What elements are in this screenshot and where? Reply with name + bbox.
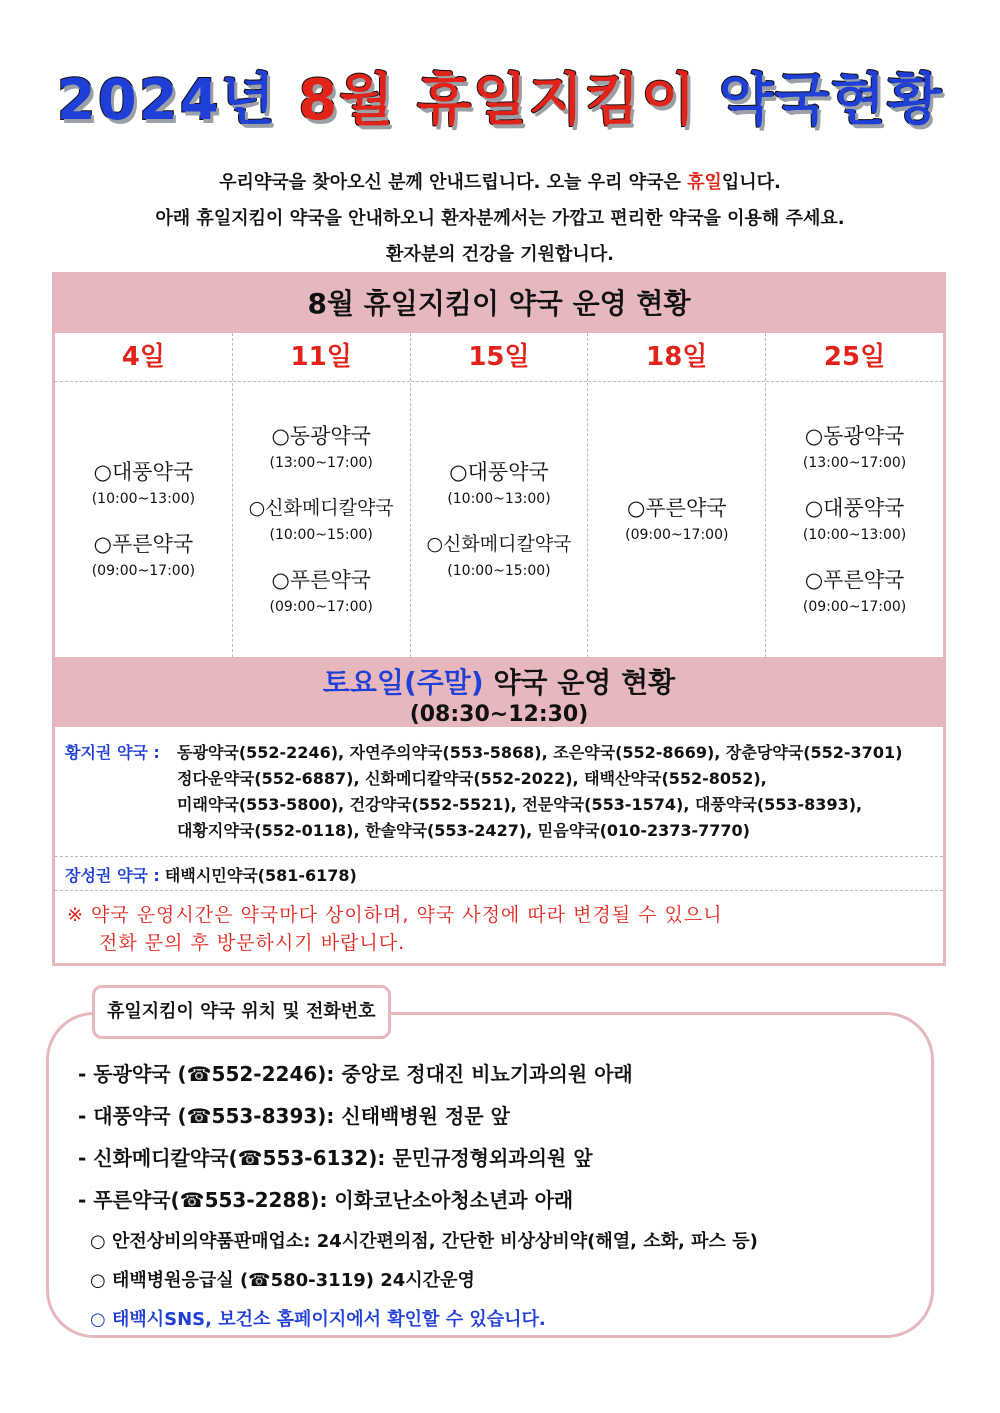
weekend-title-highlight: 토요일(주말) [322,666,484,699]
day-label: 15일 [411,333,588,382]
pharmacy-name: ○동광약국 [271,423,371,448]
day-pharmacies [411,382,588,657]
info-item: ○ 태백병원응급실 (☎580-3119) 24시간운영 [90,1270,475,1291]
pharmacy-hours: (10:00~13:00) [447,490,551,507]
day-label: 4일 [55,333,232,382]
weekend-hours: (08:30~12:30) [409,702,589,727]
pharmacy-entry [803,421,906,475]
area-pharmacy-list: 태백시민약국(581-6178) [164,866,357,885]
pharmacy-entry [270,565,373,619]
day-pharmacies [588,382,765,657]
location-tab: 휴일지킴이 약국 위치 및 전화번호 [92,985,391,1039]
pharmacy-hours: (13:00~17:00) [802,454,907,471]
pharmacy-name: ○동광약국 [804,423,905,448]
intro-highlight-1: • 휴 [687,172,704,193]
day-columns [55,333,943,657]
info-item: ○ 안전상비의약품판매업소: 24시간편의점, 간단한 비상상비약(해열, 소화, 파스 등) [90,1231,758,1252]
title-status: 약국현황 [718,68,944,133]
pharmacy-entry [92,529,195,583]
area-line: 동광약국(552-2246), 자연주의약국(553-5868), 조은약국(552-8669), 장춘당약국(552-3701) [177,743,903,762]
area-line: 대황지약국(552-0118), 한솔약국(553-2427), 믿음약국(010-2373-7770) [177,821,750,840]
area-label: 황지권 약국 : [65,743,160,762]
pharmacy-hours: (09:00~17:00) [91,562,196,579]
page-title [0,70,1000,132]
location-item: - 동광약국 (☎552-2246): 중앙로 정대진 비뇨기과의원 아래 [78,1062,633,1086]
area-row [65,740,931,844]
pharmacy-entry [803,493,906,547]
pharmacy-hours: (09:00~17:00) [269,598,373,615]
weekend-title-rest: 약국 운영 현황 [483,666,676,699]
intro-line-3: 환자분의 건강을 기원합니다. [385,244,615,265]
pharmacy-hours: (10:00~13:00) [802,526,907,543]
info-item-sns: ○ 태백시SNS, 보건소 홈페이지에서 확인할 수 있습니다. [90,1309,546,1330]
pharmacy-hours: (10:00~15:00) [447,562,551,579]
notice-text [67,901,723,957]
pharmacy-entry [249,493,394,547]
notice-line-2: 전화 문의 후 방문하시기 바랍니다. [99,932,406,954]
day-column [588,333,766,657]
pharmacy-name: ○푸른약국 [93,531,194,556]
intro-text [0,165,1000,273]
intro-line-1-post: 입니다. [721,172,781,193]
pharmacy-hours: (10:00~15:00) [269,526,373,543]
schedule-box [52,272,946,966]
day-column [233,333,411,657]
pharmacy-hours: (13:00~17:00) [269,454,373,471]
area-line: 정다운약국(552-6887), 신화메디칼약국(552-2022), 태백산약국(552-8052), [177,769,767,788]
pharmacy-name: ○신화메디칼약국 [426,532,572,555]
location-item: - 대풍약국 (☎553-8393): 신태백병원 정문 앞 [78,1104,510,1128]
area-hwangji [55,727,943,857]
pharmacy-name: ○푸른약국 [804,567,905,592]
info-list [90,1222,758,1339]
day-column [55,333,233,657]
day-pharmacies [55,382,232,657]
pharmacy-hours: (09:00~17:00) [802,598,907,615]
section-title-weekend [55,657,943,727]
area-line: 미래약국(553-5800), 건강약국(552-5521), 전문약국(553-1574), 대풍약국(553-8393), [177,795,863,814]
pharmacy-name: ○대풍약국 [449,459,549,484]
title-year: 2024년 [56,68,277,133]
intro-highlight-2: • 일 [705,172,722,193]
intro-line-1-pre: 우리약국을 찾아오신 분께 안내드립니다. 오늘 우리 약국은 [219,172,688,193]
pharmacy-name: ○푸른약국 [627,495,727,520]
title-holiday: 휴일지킴이 [416,68,698,133]
title-month: 8월 [298,68,396,133]
section-title-holiday: 8월 휴일지킴이 약국 운영 현황 [55,275,943,333]
pharmacy-entry [803,565,906,619]
day-pharmacies [766,382,943,657]
weekend-title [55,657,943,705]
pharmacy-name: ○대풍약국 [93,459,194,484]
area-pharmacy-list [177,740,902,844]
day-label: 11일 [233,333,410,382]
pharmacy-name: ○푸른약국 [271,567,371,592]
location-item: - 푸른약국(☎553-2288): 이화코난소아청소년과 아래 [78,1188,574,1212]
pharmacy-hours: (09:00~17:00) [625,526,729,543]
pharmacy-entry [270,421,373,475]
location-item: - 신화메디칼약국(☎553-6132): 문민규정형외과의원 앞 [78,1146,593,1170]
pharmacy-entry [447,457,550,511]
pharmacy-entry [92,457,195,511]
day-column [411,333,589,657]
intro-line-1 [0,165,1000,201]
pharmacy-name: ○신화메디칼약국 [248,496,394,519]
location-list [78,1053,633,1221]
area-label: 장성권 약국 : [65,866,160,885]
day-label: 18일 [588,333,765,382]
pharmacy-name: ○대풍약국 [804,495,905,520]
day-label: 25일 [766,333,943,382]
pharmacy-hours: (10:00~13:00) [91,490,196,507]
notice-line-1: ※ 약국 운영시간은 약국마다 상이하며, 약국 사정에 따라 변경될 수 있으니 [67,904,723,926]
pharmacy-entry [625,493,728,547]
area-jangseong [55,857,943,891]
day-pharmacies [233,382,410,657]
day-column [766,333,943,657]
intro-line-2: 아래 휴일지킴이 약국을 안내하오니 환자분께서는 가깝고 편리한 약국을 이용해 주세요. [155,208,845,229]
pharmacy-entry [426,529,571,583]
